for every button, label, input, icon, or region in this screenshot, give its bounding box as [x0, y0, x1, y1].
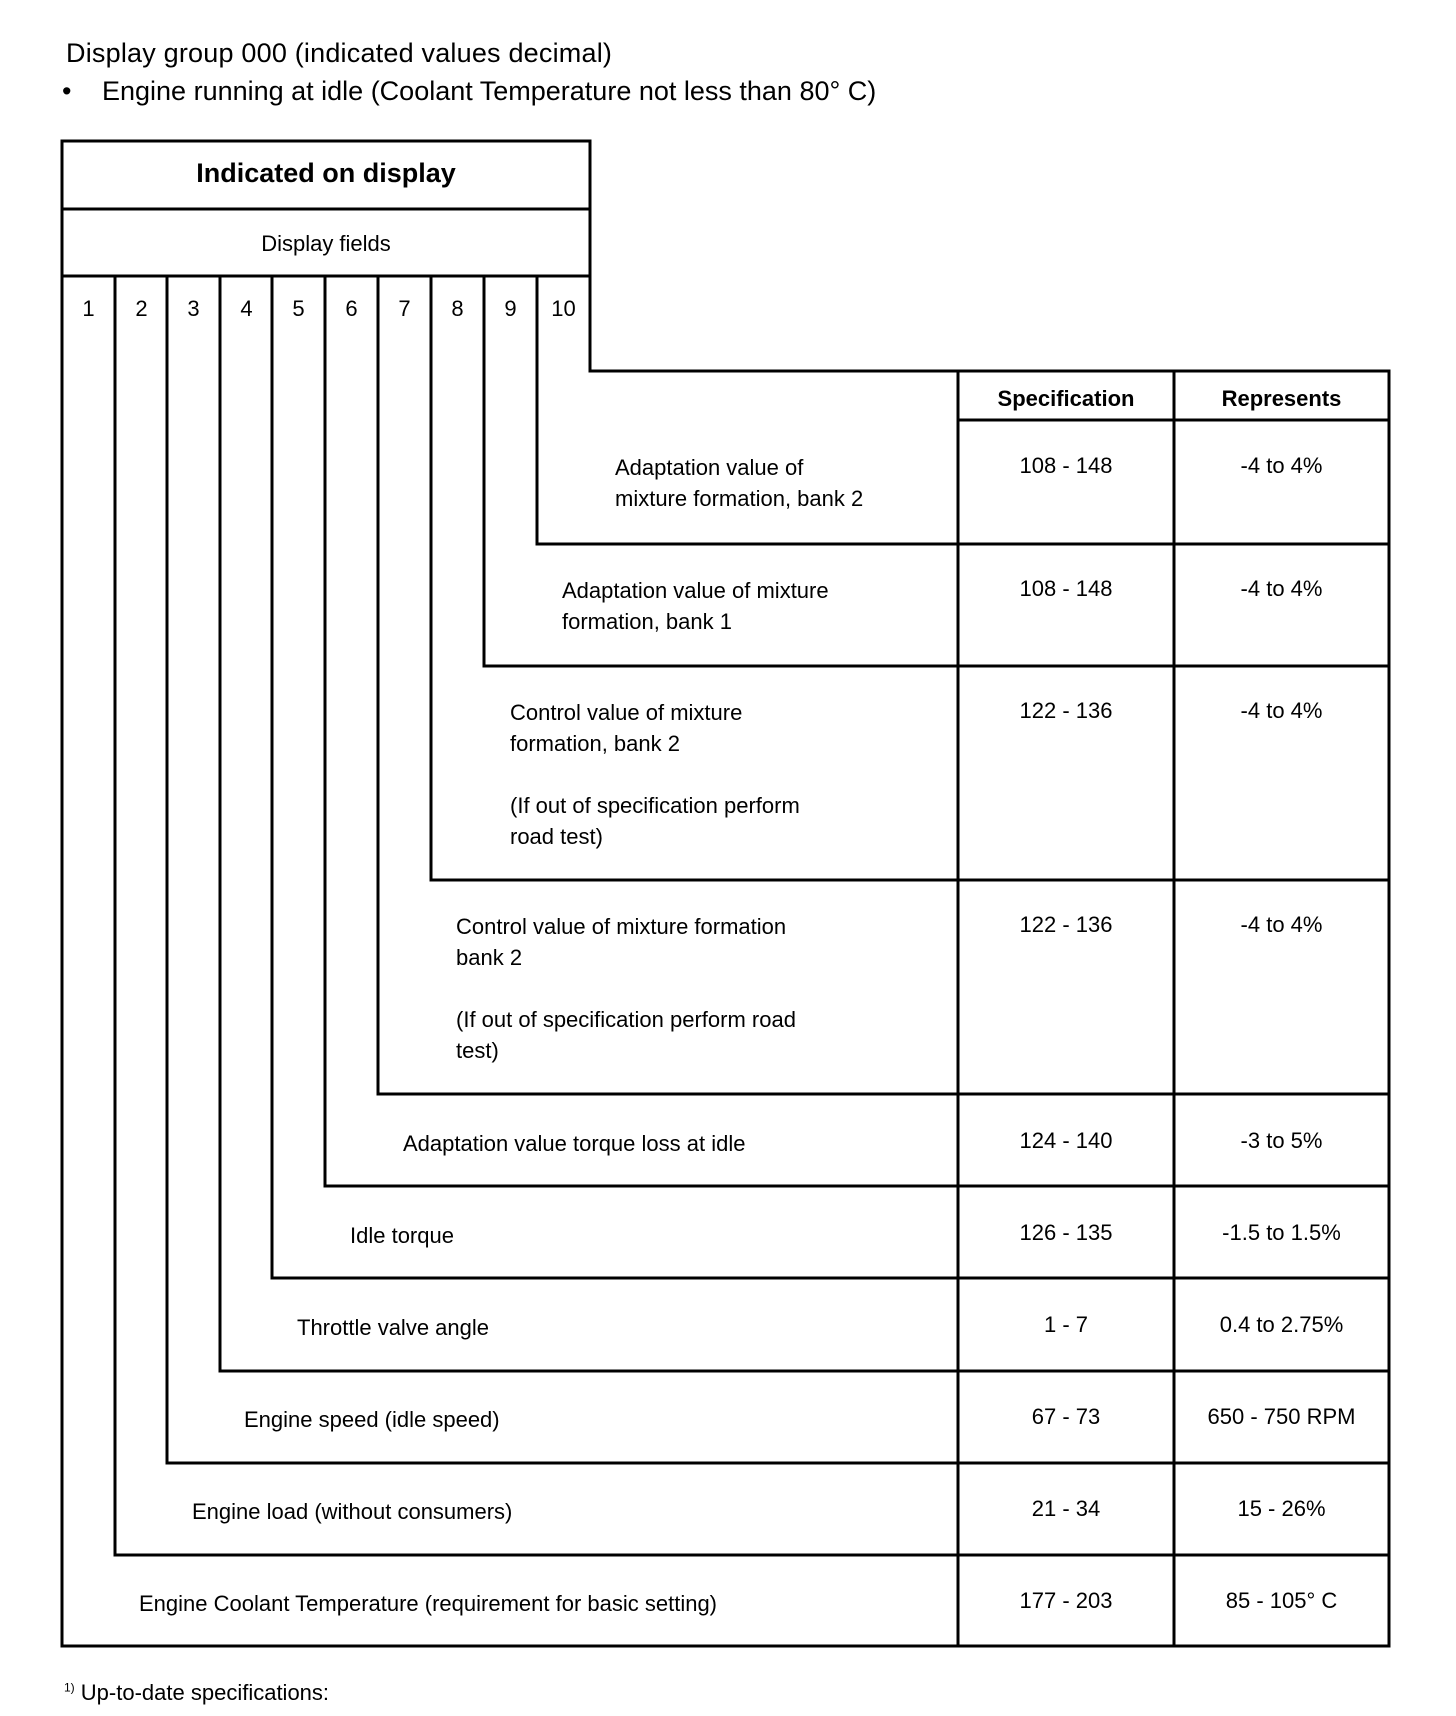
row-description: [456, 911, 796, 1066]
represents-value: -1.5 to 1.5%: [1222, 1220, 1341, 1245]
description-line: mixture formation, bank 2: [615, 486, 864, 511]
field-number: 2: [135, 296, 148, 321]
specification-value: 108 - 148: [1019, 453, 1113, 478]
description-line: formation, bank 2: [510, 731, 680, 756]
field-number: 4: [240, 296, 253, 321]
row-description: [350, 1220, 454, 1251]
represents-value: 0.4 to 2.75%: [1219, 1312, 1344, 1337]
description-line: road test): [510, 824, 603, 849]
specification-value: 108 - 148: [1019, 576, 1113, 601]
row-description: [562, 575, 829, 637]
column-header-represents: Represents: [1221, 386, 1342, 411]
specification-value: 126 - 135: [1019, 1220, 1113, 1245]
specification-value: 122 - 136: [1019, 698, 1113, 723]
description-line: Throttle valve angle: [297, 1315, 489, 1340]
row-description: [192, 1496, 512, 1527]
description-line: test): [456, 1038, 499, 1063]
field-number: 5: [292, 296, 305, 321]
description-line: Control value of mixture formation: [456, 914, 787, 939]
description-line: [456, 973, 796, 1004]
description-line: Engine speed (idle speed): [244, 1407, 500, 1432]
field-number: 7: [398, 296, 411, 321]
test-condition: Engine running at idle (Coolant Temperature not less than 80° C): [102, 76, 877, 106]
specification-value: 21 - 34: [1031, 1496, 1101, 1521]
field-number: 9: [504, 296, 517, 321]
field-number: 3: [187, 296, 200, 321]
row-description: [403, 1128, 745, 1159]
footnote: [64, 1680, 329, 1706]
description-line: Engine Coolant Temperature (requirement for basic setting): [139, 1591, 718, 1616]
table-header: Indicated on display: [196, 158, 456, 188]
column-header-specification: Specification: [997, 386, 1135, 411]
description-line: [510, 759, 800, 790]
row-description: [615, 452, 863, 514]
represents-value: -4 to 4%: [1240, 912, 1323, 937]
table-subheader: Display fields: [261, 231, 391, 256]
row-description: [244, 1404, 500, 1435]
description-line: Engine load (without consumers): [192, 1499, 513, 1524]
represents-value: 15 - 26%: [1237, 1496, 1326, 1521]
field-number: 8: [451, 296, 464, 321]
footnote-text: Up-to-date specifications:: [80, 1680, 330, 1705]
specification-value: 67 - 73: [1031, 1404, 1101, 1429]
field-number: 1: [82, 296, 95, 321]
description-line: Adaptation value of mixture: [562, 578, 829, 603]
specification-value: 1 - 7: [1043, 1312, 1089, 1337]
represents-value: -4 to 4%: [1240, 453, 1323, 478]
represents-value: -4 to 4%: [1240, 576, 1323, 601]
represents-value: -4 to 4%: [1240, 698, 1323, 723]
row-description: [510, 697, 800, 852]
field-number: 6: [345, 296, 358, 321]
row-description: [139, 1588, 717, 1619]
description-line: (If out of specification perform: [510, 793, 800, 818]
footnote-marker: 1): [64, 1680, 75, 1695]
bullet: •: [62, 76, 72, 106]
specification-value: 122 - 136: [1019, 912, 1113, 937]
description-line: Control value of mixture: [510, 700, 743, 725]
represents-value: -3 to 5%: [1240, 1128, 1323, 1153]
specification-value: 124 - 140: [1019, 1128, 1113, 1153]
page-title: Display group 000 (indicated values decimal): [66, 38, 613, 68]
represents-value: 85 - 105° C: [1225, 1588, 1338, 1613]
description-line: bank 2: [456, 945, 523, 970]
description-line: Idle torque: [350, 1223, 454, 1248]
description-line: formation, bank 1: [562, 609, 732, 634]
description-line: Adaptation value torque loss at idle: [403, 1131, 746, 1156]
represents-value: 650 - 750 RPM: [1207, 1404, 1356, 1429]
field-number: 10: [551, 296, 576, 321]
description-line: (If out of specification perform road: [456, 1007, 796, 1032]
description-line: Adaptation value of: [615, 455, 804, 480]
specification-value: 177 - 203: [1019, 1588, 1113, 1613]
row-description: [297, 1312, 489, 1343]
